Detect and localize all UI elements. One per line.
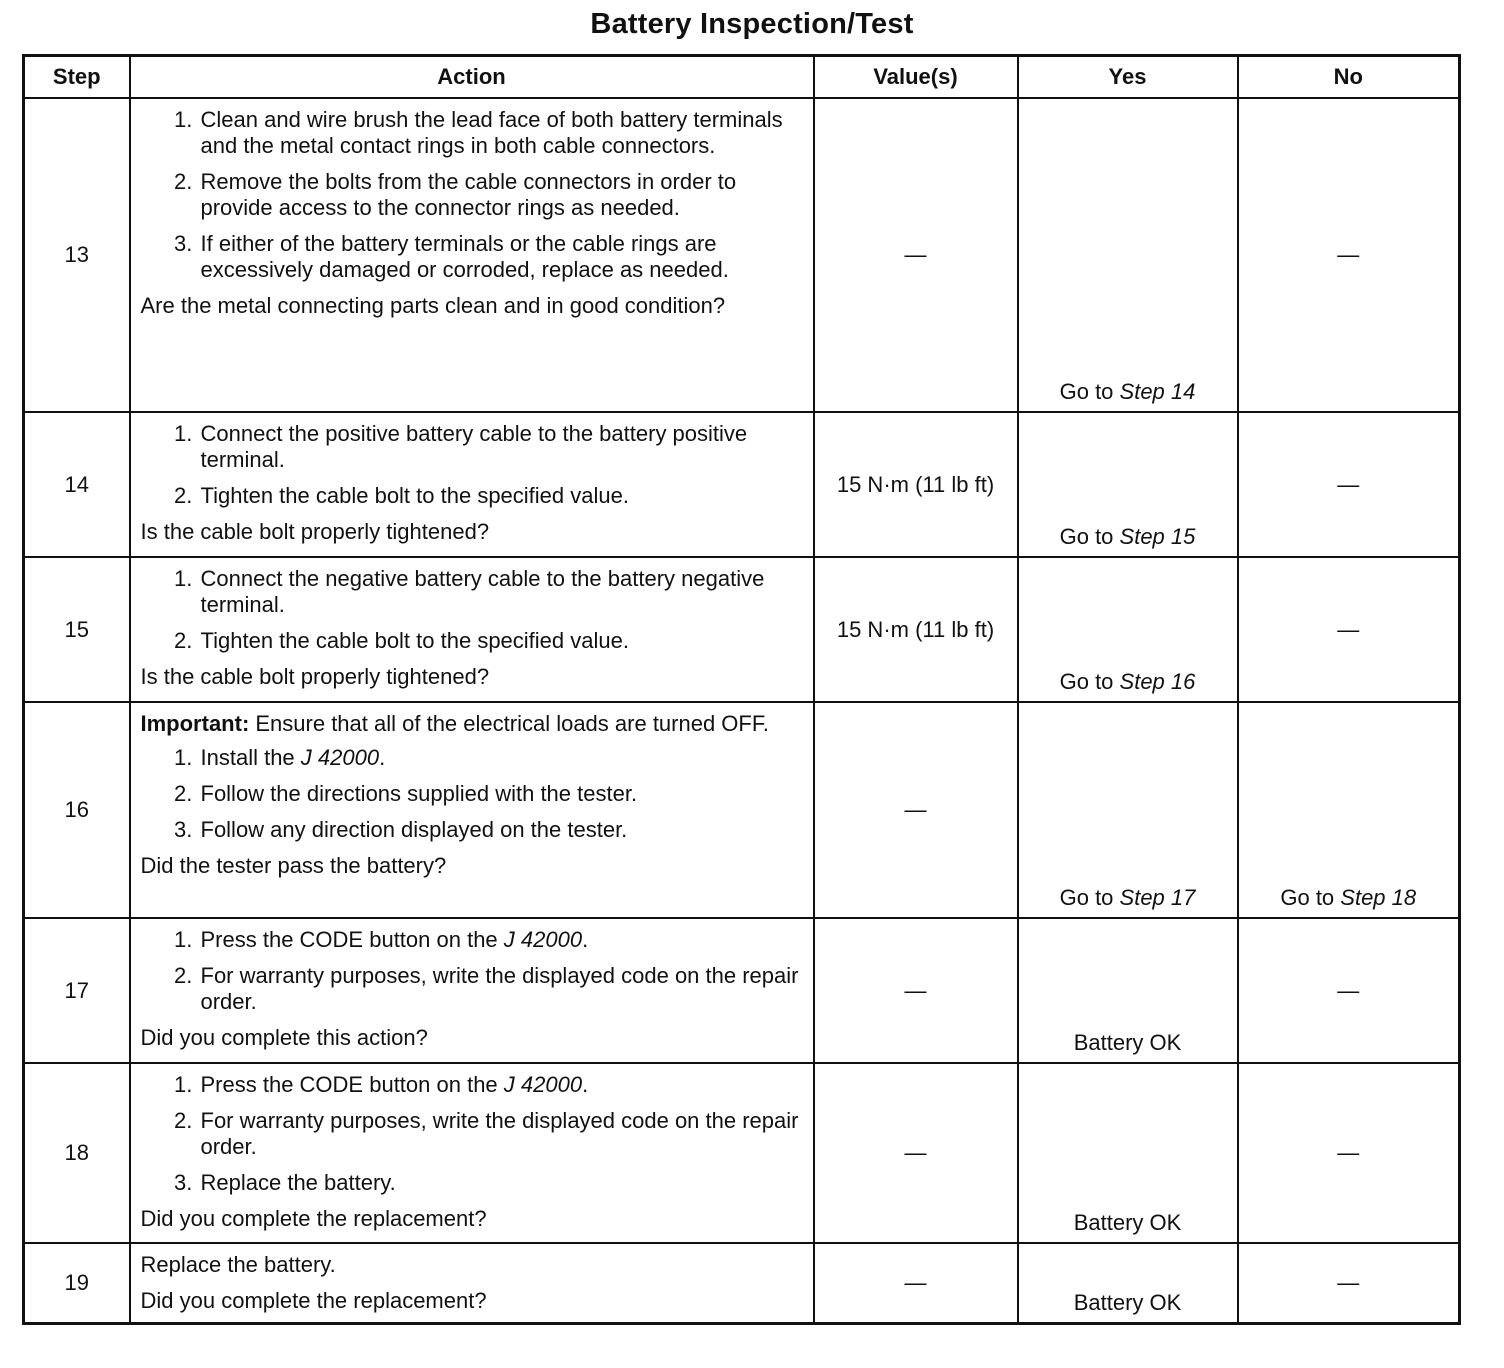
value-cell: 15 N·m (11 lb ft) [814,412,1018,557]
value-cell: — [814,918,1018,1063]
step-reference: Step 18 [1340,885,1417,910]
table-row [24,918,1460,1063]
tool-reference: J 42000 [300,745,380,770]
action-list [141,927,801,1015]
action-item: 3. If either of the battery terminals or the cable rings are excessively damaged or corroded, replace as needed. [199,231,801,283]
action-item: 1. Connect the negative battery cable to the battery negative terminal. [199,566,801,618]
no-cell: — [1238,918,1460,1063]
important-note [141,711,801,737]
no-cell: — [1238,557,1460,702]
value-cell: — [814,1063,1018,1243]
no-cell: — [1238,1063,1460,1243]
step-number: 17 [24,918,130,1063]
action-cell [130,918,814,1063]
important-text: Ensure that all of the electrical loads are turned OFF. [249,711,769,736]
action-item: 3. Replace the battery. [199,1170,801,1196]
step-reference: Step 14 [1119,379,1196,404]
action-cell [130,412,814,557]
action-question: Did you complete the replacement? [140,1206,487,1231]
yes-cell [1018,412,1238,557]
step-number: 19 [24,1243,130,1324]
action-item: 3. Follow any direction displayed on the tester. [199,817,801,843]
action-item: 2. Tighten the cable bolt to the specified value. [199,628,801,654]
no-prefix: Go to [1280,885,1341,910]
step-number: 18 [24,1063,130,1243]
value-cell: — [814,702,1018,918]
header-values: Value(s) [814,56,1018,99]
action-question: Are the metal connecting parts clean and in good condition? [140,293,726,318]
table-row [24,98,1460,412]
no-cell: — [1238,412,1460,557]
page-title: Battery Inspection/Test [590,8,914,40]
value-cell: 15 N·m (11 lb ft) [814,557,1018,702]
procedure-table [22,54,1461,1325]
yes-cell: Battery OK [1018,918,1238,1063]
step-reference: Step 15 [1119,524,1196,549]
table-row [24,557,1460,702]
action-cell [130,1063,814,1243]
action-item: 2. Remove the bolts from the cable connectors in order to provide access to the connector rings as needed. [199,169,801,221]
action-question: Did you complete the replacement? [140,1288,487,1313]
action-list [141,421,801,509]
action-list [141,107,801,283]
action-item: 2. Tighten the cable bolt to the specified value. [199,483,801,509]
action-cell [130,702,814,918]
step-reference: Step 17 [1119,885,1196,910]
action-list [141,566,801,654]
action-item: 1. Press the CODE button on the J 42000. [199,927,801,953]
no-cell: — [1238,98,1460,412]
yes-cell [1018,702,1238,918]
no-cell: — [1238,1243,1460,1324]
action-cell [130,1243,814,1324]
header-yes: Yes [1018,56,1238,99]
table-row [24,412,1460,557]
action-cell [130,98,814,412]
step-reference: Step 16 [1119,669,1196,694]
header-no: No [1238,56,1460,99]
yes-prefix: Go to [1059,379,1120,404]
tool-reference: J 42000 [503,927,583,952]
action-cell [130,557,814,702]
header-step: Step [24,56,130,99]
action-list [141,745,801,843]
table-row [24,1243,1460,1324]
action-text: Replace the battery. [140,1252,336,1277]
action-question: Did the tester pass the battery? [140,853,447,878]
yes-cell [1018,98,1238,412]
action-question: Did you complete this action? [140,1025,428,1050]
yes-prefix: Go to [1059,524,1120,549]
action-item: 1. Install the J 42000. [199,745,801,771]
table-header-row [24,56,1460,99]
table-row [24,1063,1460,1243]
action-item: 2. For warranty purposes, write the displayed code on the repair order. [199,1108,801,1160]
step-number: 13 [24,98,130,412]
header-action: Action [130,56,814,99]
action-item: 2. For warranty purposes, write the displayed code on the repair order. [199,963,801,1015]
yes-cell: Battery OK [1018,1243,1238,1324]
action-item: 1. Press the CODE button on the J 42000. [199,1072,801,1098]
action-question: Is the cable bolt properly tightened? [140,664,490,689]
step-number: 14 [24,412,130,557]
no-cell [1238,702,1460,918]
action-question: Is the cable bolt properly tightened? [140,519,490,544]
value-cell: — [814,98,1018,412]
yes-cell: Battery OK [1018,1063,1238,1243]
step-number: 15 [24,557,130,702]
important-label: Important: [140,711,250,736]
value-cell: — [814,1243,1018,1324]
yes-prefix: Go to [1059,669,1120,694]
yes-cell [1018,557,1238,702]
tool-reference: J 42000 [503,1072,583,1097]
action-list [141,1072,801,1196]
action-item: 1. Clean and wire brush the lead face of both battery terminals and the metal contact rings in both cable connectors. [199,107,801,159]
step-number: 16 [24,702,130,918]
yes-prefix: Go to [1059,885,1120,910]
action-item: 2. Follow the directions supplied with the tester. [199,781,801,807]
action-item: 1. Connect the positive battery cable to the battery positive terminal. [199,421,801,473]
table-row [24,702,1460,918]
